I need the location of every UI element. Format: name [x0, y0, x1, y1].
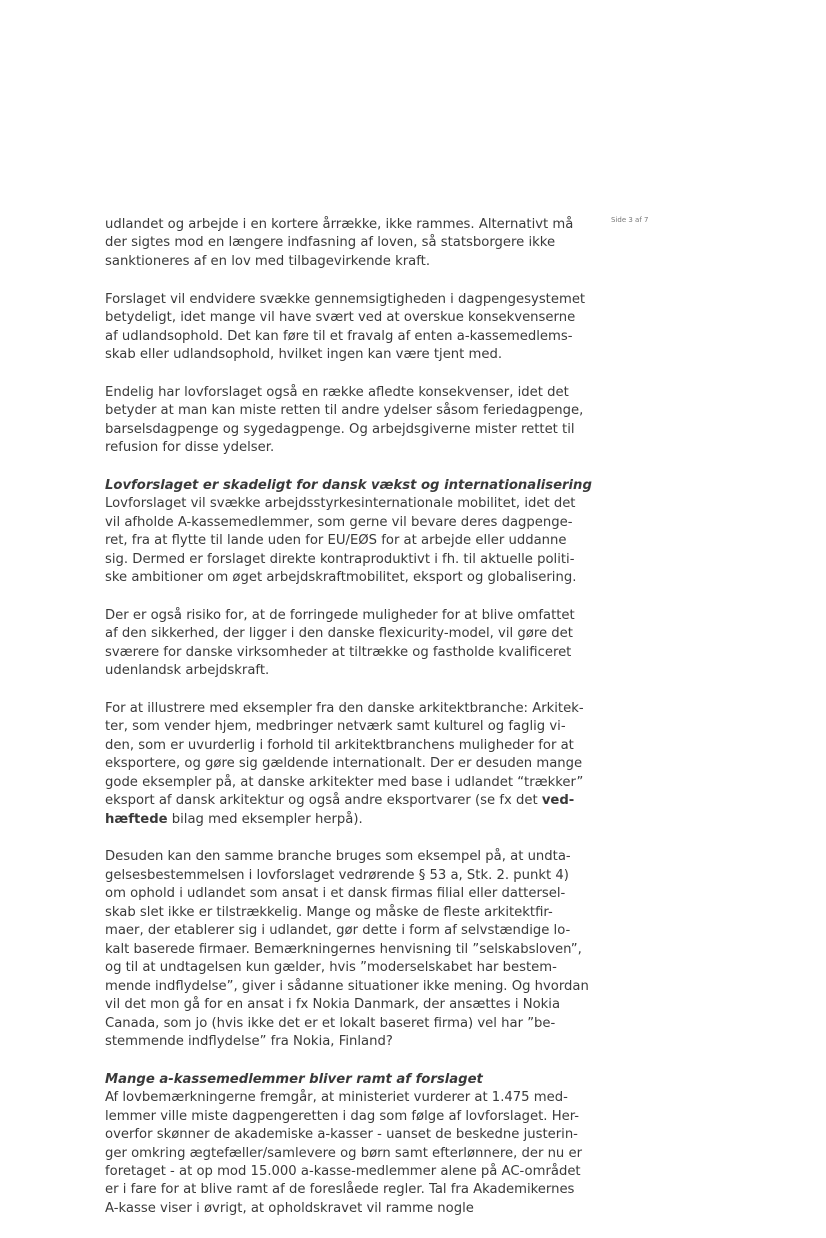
- text-line: af den sikkerhed, der ligger i den danske flexicurity-model, vil gøre det: [105, 626, 573, 642]
- text-run: eksport af dansk arkitektur og også andre eksportvarer (se fx det: [105, 793, 542, 809]
- paragraph-transparency: [105, 291, 595, 365]
- text-line: [105, 811, 595, 829]
- text-line: gelsesbestemmelsen i lovforslaget vedrørende § 53 a, Stk. 2. punkt 4): [105, 867, 569, 883]
- text-line: om ophold i udlandet som ansat i et dansk firmas filial eller dattersel-: [105, 886, 566, 902]
- text-line: stemmende indflydelse” fra Nokia, Finland?: [105, 1034, 393, 1049]
- text-line: sig. Dermed er forslaget direkte kontraproduktivt i fh. til aktuelle politi-: [105, 551, 575, 567]
- text-line: skab slet ikke er tilstrækkelig. Mange og måske de fleste arkitektfir-: [105, 904, 553, 920]
- text-line: ret, fra at flytte til lande uden for EU/EØS for at arbejde eller uddanne: [105, 533, 567, 549]
- text-line: Desuden kan den samme branche bruges som eksempel på, at undta-: [105, 849, 571, 865]
- text-line: Canada, som jo (hvis ikke det er et lokalt baseret firma) vel har ”be-: [105, 1015, 556, 1031]
- paragraph-intro: [105, 216, 595, 271]
- attachment-reference-bold: hæftede: [105, 811, 168, 827]
- text-line: udlandet og arbejde i en kortere årrække, ikke rammes. Alternativt må: [105, 217, 574, 232]
- paragraph-exemption-provision: [105, 848, 595, 1051]
- text-line: vil det mon gå for en ansat i fx Nokia Danmark, der ansættes i Nokia: [105, 997, 561, 1013]
- text-line: ter, som vender hjem, medbringer netværk samt kulturel og faglig vi-: [105, 719, 566, 735]
- text-line: vil afholde A-kassemedlemmer, som gerne vil bevare deres dagpenge-: [105, 514, 573, 530]
- text-line: den, som er uvurderlig i forhold til arkitektbranchens muligheder for at: [105, 737, 574, 753]
- text-line: For at illustrere med eksempler fra den danske arkitektbranche: Arkitek-: [105, 701, 584, 716]
- text-line: Der er også risiko for, at de forringede muligheder for at blive omfattet: [105, 607, 575, 623]
- text-line: Endelig har lovforslaget også en række afledte konsekvenser, idet det: [105, 384, 569, 400]
- text-line: A-kasse viser i øvrigt, at opholdskravet vil ramme nogle: [105, 1200, 474, 1216]
- text-line: betyder at man kan miste retten til andre ydelser såsom feriedagpenge,: [105, 403, 584, 419]
- text-line: lemmer ville miste dagpengeretten i dag som følge af lovforslaget. Her-: [105, 1108, 580, 1124]
- section-heading: Mange a-kassemedlemmer bliver ramt af forslaget: [105, 1071, 483, 1087]
- text-line: der sigtes mod en længere indfasning af loven, så statsborgere ikke: [105, 235, 556, 251]
- text-line: refusion for disse ydelser.: [105, 440, 275, 456]
- section-growth-internationalisation: [105, 477, 595, 588]
- text-line: betydeligt, idet mange vil have svært ved at overskue konsekvenserne: [105, 310, 576, 326]
- text-line: maer, der etablerer sig i udlandet, gør dette i form af selvstændige lo-: [105, 923, 571, 939]
- document-body: [105, 216, 595, 1238]
- text-line: og til at undtagelsen kun gælder, hvis ”moderselskabet har bestem-: [105, 960, 557, 976]
- text-line: Forslaget vil endvidere svække gennemsigtigheden i dagpengesystemet: [105, 291, 586, 307]
- text-line: ske ambitioner om øget arbejdskraftmobilitet, eksport og globalisering.: [105, 570, 577, 586]
- text-line: udenlandsk arbejdskraft.: [105, 663, 270, 679]
- text-line: er i fare for at blive ramt af de foreslåede regler. Tal fra Akademikernes: [105, 1182, 575, 1198]
- paragraph-flexicurity-risk: [105, 607, 595, 681]
- text-line: gode eksempler på, at danske arkitekter med base i udlandet “trækker”: [105, 774, 584, 790]
- text-line: [105, 792, 595, 810]
- paragraph-derived-consequences: [105, 384, 595, 458]
- text-line: sanktioneres af en lov med tilbagevirkende kraft.: [105, 253, 431, 269]
- text-line: ger omkring ægtefæller/samlevere og børn samt efterlønnere, der nu er: [105, 1145, 583, 1161]
- text-line: mende indflydelse”, giver i sådanne situationer ikke mening. Og hvordan: [105, 978, 589, 994]
- text-line: Af lovbemærkningerne fremgår, at ministeriet vurderer at 1.475 med-: [105, 1090, 568, 1106]
- text-line: eksportere, og gøre sig gældende internationalt. Der er desuden mange: [105, 756, 583, 772]
- attachment-reference-bold: ved-: [541, 793, 575, 809]
- paragraph-architecture-examples: [105, 700, 595, 829]
- text-run: bilag med eksempler herpå).: [167, 811, 363, 827]
- text-line: Lovforslaget vil svække arbejdsstyrkesinternationale mobilitet, idet det: [105, 496, 576, 512]
- section-members-affected: [105, 1071, 595, 1219]
- text-line: kalt baserede firmaer. Bemærkningernes henvisning til ”selskabsloven”,: [105, 941, 582, 957]
- text-line: skab eller udlandsophold, hvilket ingen kan være tjent med.: [105, 347, 503, 363]
- text-line: sværere for danske virksomheder at tiltrække og fastholde kvalificeret: [105, 644, 572, 660]
- text-line: af udlandsophold. Det kan føre til et fravalg af enten a-kassemedlems-: [105, 328, 573, 344]
- section-heading: Lovforslaget er skadeligt for dansk vækst og internationalisering: [105, 477, 592, 493]
- page-number: Side 3 af 7: [611, 216, 649, 224]
- text-line: foretaget - at op mod 15.000 a-kasse-medlemmer alene på AC-området: [105, 1164, 581, 1180]
- text-line: overfor skønner de akademiske a-kasser - uanset de beskedne justerin-: [105, 1127, 578, 1143]
- text-line: barselsdagpenge og sygedagpenge. Og arbejdsgiverne mister rettet til: [105, 421, 575, 437]
